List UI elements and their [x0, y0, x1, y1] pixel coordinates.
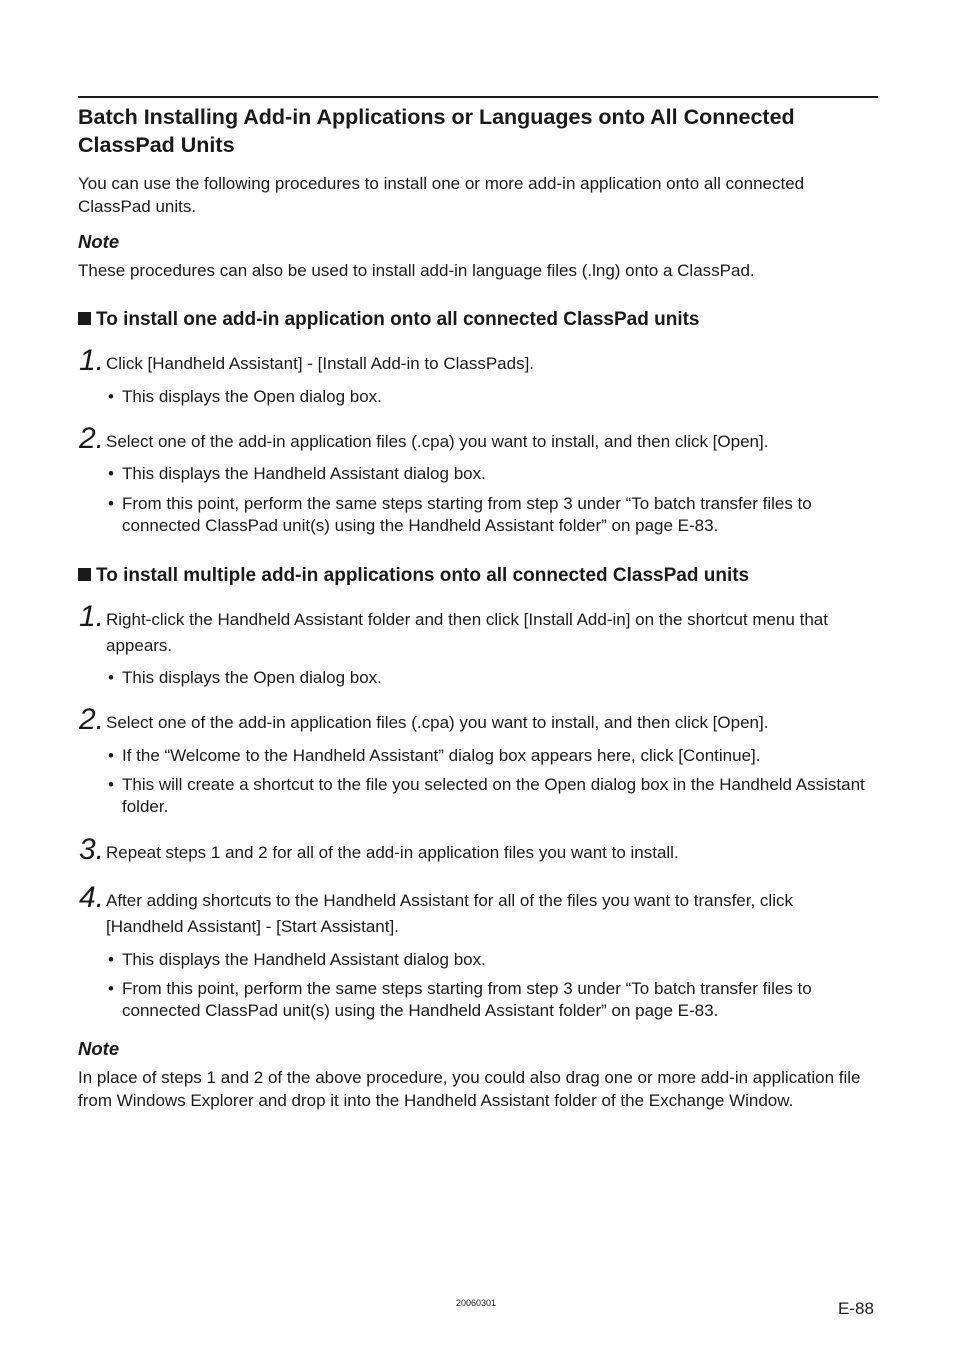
bullet-text: This displays the Open dialog box. — [122, 387, 382, 406]
note-text: These procedures can also be used to install add-in language files (.lng) onto a ClassPad. — [78, 261, 755, 280]
square-bullet-icon — [78, 312, 91, 325]
step-text: Repeat steps 1 and 2 for all of the add-in application files you want to install. — [106, 843, 679, 862]
bullet-dot-icon: • — [108, 979, 114, 998]
step-bullet — [108, 949, 882, 971]
step-bullet — [108, 493, 882, 537]
bullet-dot-icon: • — [108, 775, 114, 794]
step-text: Right-click the Handheld Assistant folder and then click [Install Add-in] on the shortcut menu that appears. — [106, 610, 828, 655]
bullet-dot-icon: • — [108, 464, 114, 483]
step-text: Select one of the add-in application files (.cpa) you want to install, and then click [Open]. — [106, 713, 769, 732]
bullet-dot-icon: • — [108, 950, 114, 969]
step-number: 2. — [79, 703, 105, 736]
bullet-dot-icon: • — [108, 494, 114, 513]
bullet-text: If the “Welcome to the Handheld Assistant” dialog box appears here, click [Continue]. — [122, 746, 761, 765]
step-number: 3. — [79, 833, 105, 866]
bullet-dot-icon: • — [108, 668, 114, 687]
bullet-text: This displays the Handheld Assistant dialog box. — [122, 950, 486, 969]
page-title: Batch Installing Add-in Applications or Languages onto All Connected ClassPad Units — [78, 105, 795, 157]
bullet-text: From this point, perform the same steps starting from step 3 under “To batch transfer files to connected ClassPad unit(s) using the Handheld Assistant folder” on page E-83. — [122, 494, 812, 535]
section-heading-text: To install one add-in application onto all connected ClassPad units — [96, 309, 700, 330]
step-number: 4. — [79, 881, 105, 914]
page-number: E-88 — [838, 1299, 874, 1318]
bullet-dot-icon: • — [108, 387, 114, 406]
square-bullet-icon — [78, 568, 91, 581]
step-bullet — [108, 386, 882, 408]
section-heading-one-addin — [78, 308, 878, 332]
step-bullet — [108, 667, 882, 689]
step-bullet — [108, 463, 882, 485]
bullet-text: This displays the Handheld Assistant dialog box. — [122, 464, 486, 483]
intro-paragraph: You can use the following procedures to install one or more add-in application onto all connected ClassPad units. — [78, 174, 805, 216]
step-bullet — [108, 978, 882, 1022]
note-label: Note — [78, 1038, 120, 1059]
note-label: Note — [78, 231, 120, 252]
step-bullet — [108, 745, 882, 767]
section-heading-multiple-addins — [78, 564, 878, 588]
step-bullet — [108, 774, 882, 818]
bullet-text: From this point, perform the same steps starting from step 3 under “To batch transfer files to connected ClassPad unit(s) using the Handheld Assistant folder” on page E-83. — [122, 979, 812, 1020]
step-text: Select one of the add-in application files (.cpa) you want to install, and then click [Open]. — [106, 432, 769, 451]
step-number: 1. — [79, 344, 105, 377]
print-code: 20060301 — [456, 1298, 497, 1308]
section-heading-text: To install multiple add-in applications onto all connected ClassPad units — [96, 565, 750, 586]
bullet-dot-icon: • — [108, 746, 114, 765]
step-number: 1. — [79, 600, 105, 633]
step-text: Click [Handheld Assistant] - [Install Add-in to ClassPads]. — [106, 354, 535, 373]
top-rule — [78, 96, 878, 98]
bullet-text: This will create a shortcut to the file you selected on the Open dialog box in the Handheld Assistant folder. — [122, 775, 865, 816]
step-text: After adding shortcuts to the Handheld Assistant for all of the files you want to transfer, click [Handheld Assistant] - [Start Assistant]. — [106, 891, 793, 936]
note-text: In place of steps 1 and 2 of the above procedure, you could also drag one or more add-in application file from Windows Explorer and drop it into the Handheld Assistant folder of the Exchange Window. — [78, 1068, 861, 1110]
step-number: 2. — [79, 422, 105, 455]
bullet-text: This displays the Open dialog box. — [122, 668, 382, 687]
